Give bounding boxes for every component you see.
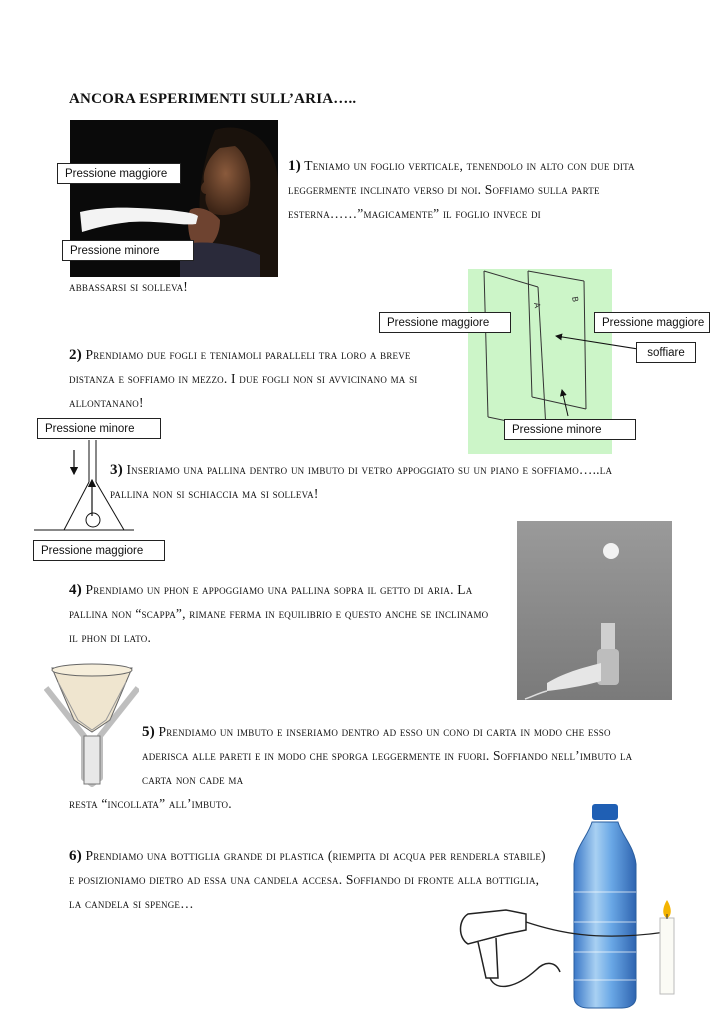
exp2-label-pressione-minore: Pressione minore	[504, 419, 636, 440]
experiment-1-body: Teniamo un foglio verticale, tenendolo in alto con due dita leggermente inclinato verso di noi. Soffiamo sulla parte esterna……”magicamente” il foglio invece di	[288, 158, 635, 221]
experiment-5-text-cont: resta “incollata” all’imbuto.	[69, 796, 232, 811]
experiment-3-number: 3)	[110, 462, 123, 478]
page-title: ANCORA ESPERIMENTI SULL’ARIA…..	[69, 91, 357, 107]
exp2-label-pressione-maggiore-right: Pressione maggiore	[594, 312, 710, 333]
exp3-label-pressione-maggiore: Pressione maggiore	[33, 540, 165, 561]
experiment-5-funnel	[44, 660, 139, 790]
svg-text:A: A	[532, 301, 542, 309]
experiment-3-body: Inseriamo una pallina dentro un imbuto di vetro appoggiato su un piano e soffiamo…..la pallina non si schiaccia ma si solleva!	[110, 462, 613, 501]
experiment-4-text	[69, 578, 499, 650]
experiment-4-photo	[517, 521, 672, 700]
experiment-1-number: 1)	[288, 158, 301, 174]
exp2-label-soffiare: soffiare	[636, 342, 696, 363]
experiment-2-number: 2)	[69, 347, 82, 363]
experiment-2-body: Prendiamo due fogli e teniamoli paralleli tra loro a breve distanza e soffiamo in mezzo. I due fogli non si avvicinano ma si allontanano!	[69, 347, 418, 410]
experiment-2-text	[69, 343, 439, 415]
experiment-4-body: Prendiamo un phon e appoggiamo una pallina sopra il getto di aria. La pallina non “scappa”, rimane ferma in equilibrio e questo anche se inclinamo il phon di lato.	[69, 582, 489, 645]
svg-text:B: B	[570, 295, 580, 303]
exp3-label-pressione-minore: Pressione minore	[37, 418, 161, 439]
exp2-label-pressione-maggiore-left: Pressione maggiore	[379, 312, 511, 333]
experiment-1-text-cont: abbassarsi si solleva!	[69, 279, 189, 294]
experiment-4-number: 4)	[69, 582, 82, 598]
experiment-6-body: Prendiamo una bottiglia grande di plastica (riempita di acqua per renderla stabile) e posizioniamo dietro ad essa una candela accesa. Soffiando di fronte alla bottiglia, la candela si spenge…	[69, 848, 546, 911]
exp1-label-pressione-minore: Pressione minore	[62, 240, 194, 261]
experiment-3-text	[110, 458, 630, 506]
experiment-6-illustration	[456, 802, 681, 1012]
experiment-5-body: Prendiamo un imbuto e inseriamo dentro ad esso un cono di carta in modo che esso aderisca alle pareti e in modo che sporga leggermente in fuori. Soffiando nell’imbuto la carta non cade ma	[142, 724, 633, 787]
experiment-6-number: 6)	[69, 848, 82, 864]
exp1-label-pressione-maggiore: Pressione maggiore	[57, 163, 181, 184]
exp2-arrows	[540, 330, 640, 420]
experiment-5-text	[142, 720, 652, 792]
experiment-5-number: 5)	[142, 724, 155, 740]
experiment-1-text	[288, 154, 658, 226]
